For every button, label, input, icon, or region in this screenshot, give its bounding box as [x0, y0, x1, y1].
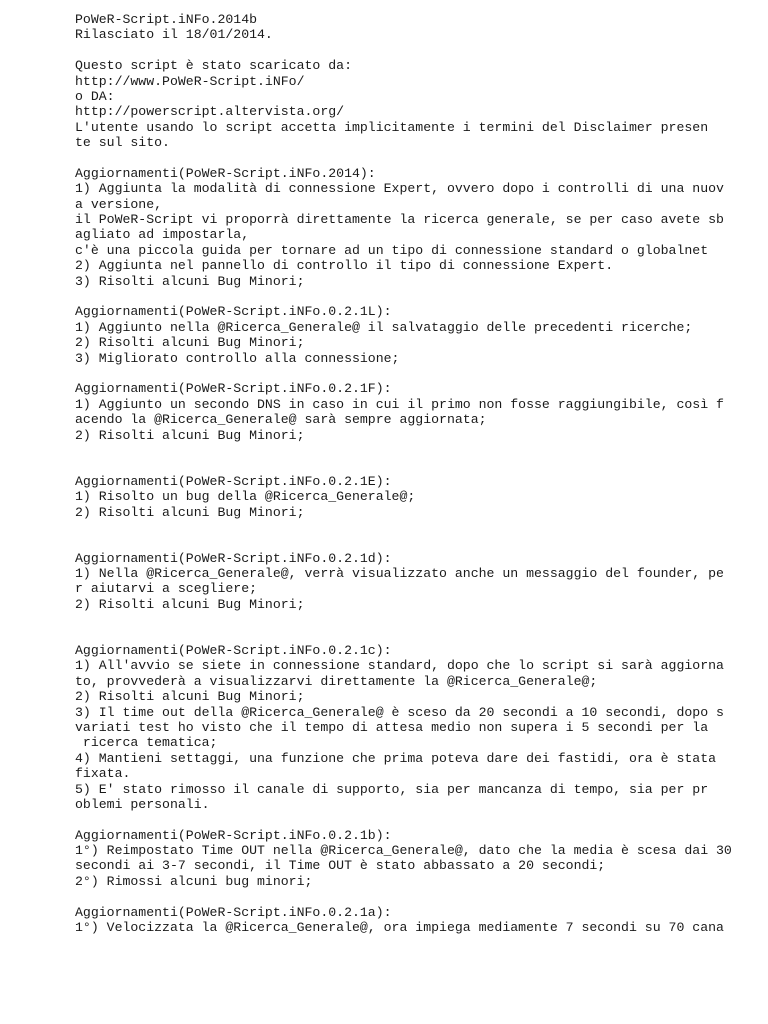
- text-line: ricerca tematica;: [75, 735, 218, 751]
- text-line: o DA:: [75, 88, 115, 104]
- text-line: 1) Risolto un bug della @Ricerca_Generale@;: [75, 489, 416, 505]
- text-line: 1) Aggiunta la modalità di connessione Expert, ovvero dopo i controlli di una nuov: [75, 181, 724, 197]
- text-line: PoWeR-Script.iNFo.2014b: [75, 12, 258, 27]
- blank-line: [75, 43, 755, 58]
- blank-line: [75, 535, 755, 550]
- text-line: 2) Risolti alcuni Bug Minori;: [75, 427, 305, 443]
- text-line: http://powerscript.altervista.org/: [75, 104, 345, 120]
- text-line: Aggiornamenti(PoWeR-Script.iNFo.0.2.1E):: [75, 473, 392, 489]
- text-line: http://www.PoWeR-Script.iNFo/: [75, 73, 305, 89]
- text-line: a versione,: [75, 196, 163, 212]
- text-line: Aggiornamenti(PoWeR-Script.iNFo.2014):: [75, 165, 376, 181]
- text-line: Questo script è stato scaricato da:: [75, 58, 352, 74]
- text-line: il PoWeR-Script vi proporrà direttamente la ricerca generale, se per caso avete sb: [75, 212, 724, 228]
- text-line: Aggiornamenti(PoWeR-Script.iNFo.0.2.1b):: [75, 827, 392, 843]
- text-line: r aiutarvi a scegliere;: [75, 581, 258, 597]
- text-line: 5) E' stato rimosso il canale di supporto, sia per mancanza di tempo, sia per pr: [75, 781, 709, 797]
- text-line: agliato ad impostarla,: [75, 227, 250, 243]
- text-line: to, provvederà a visualizzarvi direttamente la @Ricerca_Generale@;: [75, 673, 598, 689]
- text-line: secondi ai 3-7 secondi, il Time OUT è stato abbassato a 20 secondi;: [75, 858, 606, 874]
- text-line: Aggiornamenti(PoWeR-Script.iNFo.0.2.1c):: [75, 643, 392, 659]
- text-line: 2) Risolti alcuni Bug Minori;: [75, 335, 305, 351]
- blank-line: [75, 889, 755, 904]
- text-line: 4) Mantieni settaggi, una funzione che prima poteva dare dei fastidi, ora è stata: [75, 750, 717, 766]
- text-line: 3) Risolti alcuni Bug Minori;: [75, 273, 305, 289]
- text-line: Rilasciato il 18/01/2014.: [75, 27, 273, 43]
- text-line: 1) Aggiunto un secondo DNS in caso in cui il primo non fosse raggiungibile, così f: [75, 396, 724, 412]
- blank-line: [75, 612, 755, 627]
- text-line: 1) All'avvio se siete in connessione standard, dopo che lo script si sarà aggiorna: [75, 658, 724, 674]
- blank-line: [75, 458, 755, 473]
- text-line: 2) Risolti alcuni Bug Minori;: [75, 504, 305, 520]
- text-line: c'è una piccola guida per tornare ad un tipo di connessione standard o globalnet: [75, 242, 709, 258]
- text-line: Aggiornamenti(PoWeR-Script.iNFo.0.2.1d):: [75, 550, 392, 566]
- blank-line: [75, 151, 755, 166]
- blank-line: [75, 812, 755, 827]
- text-line: 3) Il time out della @Ricerca_Generale@ è sceso da 20 secondi a 10 secondi, dopo s: [75, 704, 724, 720]
- text-line: 3) Migliorato controllo alla connessione;: [75, 350, 400, 366]
- document-text: [75, 12, 755, 935]
- text-line: variati test ho visto che il tempo di attesa medio non supera i 5 secondi per la: [75, 719, 709, 735]
- text-line: 2) Risolti alcuni Bug Minori;: [75, 596, 305, 612]
- text-line: 1) Aggiunto nella @Ricerca_Generale@ il salvataggio delle precedenti ricerche;: [75, 319, 693, 335]
- text-line: 1°) Velocizzata la @Ricerca_Generale@, ora impiega mediamente 7 secondi su 70 cana: [75, 920, 724, 936]
- text-line: Aggiornamenti(PoWeR-Script.iNFo.0.2.1a):: [75, 904, 392, 920]
- text-line: 2°) Rimossi alcuni bug minori;: [75, 873, 313, 889]
- blank-line: [75, 366, 755, 381]
- text-line: 2) Risolti alcuni Bug Minori;: [75, 689, 305, 705]
- text-line: 1°) Reimpostato Time OUT nella @Ricerca_Generale@, dato che la media è scesa dai 30: [75, 843, 732, 859]
- text-line: Aggiornamenti(PoWeR-Script.iNFo.0.2.1L):: [75, 304, 392, 320]
- text-line: oblemi personali.: [75, 796, 210, 812]
- blank-line: [75, 520, 755, 535]
- text-line: acendo la @Ricerca_Generale@ sarà sempre aggiornata;: [75, 412, 487, 428]
- text-line: 1) Nella @Ricerca_Generale@, verrà visualizzato anche un messaggio del founder, pe: [75, 566, 724, 582]
- text-line: Aggiornamenti(PoWeR-Script.iNFo.0.2.1F):: [75, 381, 392, 397]
- blank-line: [75, 289, 755, 304]
- text-line: te sul sito.: [75, 135, 170, 151]
- text-line: fixata.: [75, 766, 131, 782]
- text-line: L'utente usando lo script accetta implicitamente i termini del Disclaimer presen: [75, 119, 709, 135]
- blank-line: [75, 628, 755, 643]
- text-line: 2) Aggiunta nel pannello di controllo il tipo di connessione Expert.: [75, 258, 614, 274]
- blank-line: [75, 443, 755, 458]
